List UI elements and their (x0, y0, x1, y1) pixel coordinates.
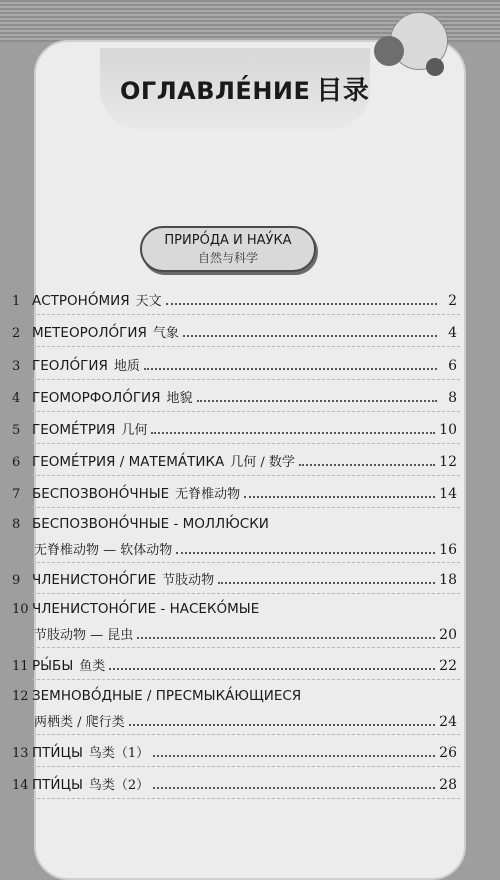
entry-title-zh: 地质 (113, 359, 140, 374)
leader-dots (137, 637, 435, 639)
toc-entry[interactable] (12, 774, 457, 793)
toc-entry[interactable] (12, 516, 457, 558)
leader-dots (151, 432, 435, 434)
toc-entry[interactable] (12, 742, 457, 761)
leader-dots (129, 724, 436, 726)
entry-page: 10 (439, 422, 457, 438)
entry-page: 20 (439, 627, 457, 643)
entry-title-ru: МЕТЕОРОЛО́ГИЯ (32, 325, 147, 341)
leader-dots (197, 400, 437, 402)
entry-number: 7 (12, 487, 21, 502)
entry-title-ru: ПТИ́ЦЫ (32, 777, 83, 793)
entry-page: 2 (448, 293, 457, 309)
toc-entry[interactable] (12, 387, 457, 406)
entry-page: 18 (439, 572, 457, 588)
entry-divider (32, 647, 460, 648)
leader-dots (109, 668, 435, 670)
entry-divider (32, 346, 460, 347)
entry-title-ru: ЗЕМНОВО́ДНЫЕ / ПРЕСМЫКА́ЮЩИЕСЯ (32, 688, 302, 704)
entry-title-ru: ЧЛЕНИСТОНО́ГИЕ - НАСЕКО́МЫЕ (32, 601, 260, 617)
page-title-ru: ОГЛАВЛЕ́НИЕ (120, 77, 311, 105)
entry-title-zh: 几何 (121, 423, 148, 438)
toc-entry[interactable] (12, 569, 457, 588)
leader-dots (153, 787, 435, 789)
entry-divider (32, 734, 460, 735)
toc-entry[interactable] (12, 322, 457, 341)
leader-dots (166, 303, 437, 305)
entry-page: 14 (439, 486, 457, 502)
entry-divider (32, 379, 460, 380)
toc-entry[interactable] (12, 419, 457, 438)
entry-title-zh: 鸟类（2） (88, 778, 150, 793)
entry-title-ru: БЕСПОЗВОНО́ЧНЫЕ - МОЛЛЮ́СКИ (32, 516, 269, 532)
entry-title-zh: 节肢动物 — 昆虫 (34, 628, 134, 643)
entry-title-ru: ПТИ́ЦЫ (32, 745, 83, 761)
entry-title-zh: 鸟类（1） (88, 746, 150, 761)
leader-dots (176, 552, 435, 554)
entry-divider (32, 679, 460, 680)
entry-title-zh: 鱼类 (79, 659, 106, 674)
entry-title-zh: 两栖类 / 爬行类 (34, 715, 125, 730)
entry-divider (32, 593, 460, 594)
entry-title-ru: ГЕОЛО́ГИЯ (32, 358, 108, 374)
toc-entry[interactable] (12, 483, 457, 502)
entry-title-ru: РЫ́БЫ (32, 658, 74, 674)
section-heading-zh: 自然与科学 (197, 251, 258, 265)
decorative-circle-medium (374, 36, 404, 66)
entry-divider (32, 798, 460, 799)
entry-title-zh: 天文 (135, 294, 162, 309)
entry-title-ru: АСТРОНО́МИЯ (32, 293, 130, 309)
page-title-zh: 目录 (316, 76, 370, 106)
entry-page: 8 (448, 390, 457, 406)
toc-entry[interactable] (12, 655, 457, 674)
entry-number: 14 (12, 778, 29, 793)
entry-page: 26 (439, 745, 457, 761)
entry-divider (32, 766, 460, 767)
toc-entry[interactable] (12, 451, 457, 470)
entry-number: 6 (12, 455, 21, 470)
entry-title-zh: 节肢动物 (162, 573, 215, 588)
toc-entry[interactable] (12, 601, 457, 643)
leader-dots (144, 368, 437, 370)
entry-number: 3 (12, 359, 21, 374)
entry-page: 22 (439, 658, 457, 674)
entry-title-ru: ГЕОМЕ́ТРИЯ / МАТЕМА́ТИКА (32, 454, 225, 470)
entry-divider (32, 443, 460, 444)
entry-number: 10 (12, 602, 29, 617)
leader-dots (218, 582, 435, 584)
toc-entry[interactable] (12, 290, 457, 309)
leader-dots (183, 335, 437, 337)
leader-dots (299, 464, 435, 466)
entry-title-zh: 几何 / 数学 (230, 455, 295, 470)
entry-divider (32, 411, 460, 412)
entry-divider (32, 314, 460, 315)
toc-entry[interactable] (12, 688, 457, 730)
page-title (120, 70, 400, 107)
entry-title-zh: 无脊椎动物 (175, 487, 241, 502)
entry-title-zh: 无脊椎动物 — 软体动物 (34, 543, 173, 558)
entry-title-zh: 气象 (152, 326, 179, 341)
entry-number: 2 (12, 326, 21, 341)
leader-dots (153, 755, 435, 757)
entry-title-ru: ГЕОМОРФОЛО́ГИЯ (32, 390, 161, 406)
entry-page: 24 (439, 714, 457, 730)
entry-page: 6 (448, 358, 457, 374)
entry-page: 4 (448, 325, 457, 341)
entry-number: 13 (12, 746, 29, 761)
entry-number: 1 (12, 294, 21, 309)
entry-number: 11 (12, 659, 29, 674)
entry-page: 12 (439, 454, 457, 470)
entry-title-zh: 地貌 (166, 391, 193, 406)
entry-divider (32, 562, 460, 563)
entry-title-ru: ЧЛЕНИСТОНО́ГИЕ (32, 572, 157, 588)
toc-entry[interactable] (12, 355, 457, 374)
entry-number: 9 (12, 573, 21, 588)
entry-number: 12 (12, 689, 29, 704)
entry-page: 16 (439, 542, 457, 558)
entry-divider (32, 475, 460, 476)
entry-divider (32, 507, 460, 508)
entry-title-ru: БЕСПОЗВОНО́ЧНЫЕ (32, 486, 170, 502)
section-heading (140, 226, 316, 272)
entry-number: 5 (12, 423, 21, 438)
entry-number: 8 (12, 517, 21, 532)
entry-number: 4 (12, 391, 21, 406)
section-heading-ru: ПРИРО́ДА И НАУ́КА (164, 233, 292, 248)
entry-title-ru: ГЕОМЕ́ТРИЯ (32, 422, 116, 438)
leader-dots (244, 496, 435, 498)
entry-page: 28 (439, 777, 457, 793)
decorative-circle-small (426, 58, 444, 76)
